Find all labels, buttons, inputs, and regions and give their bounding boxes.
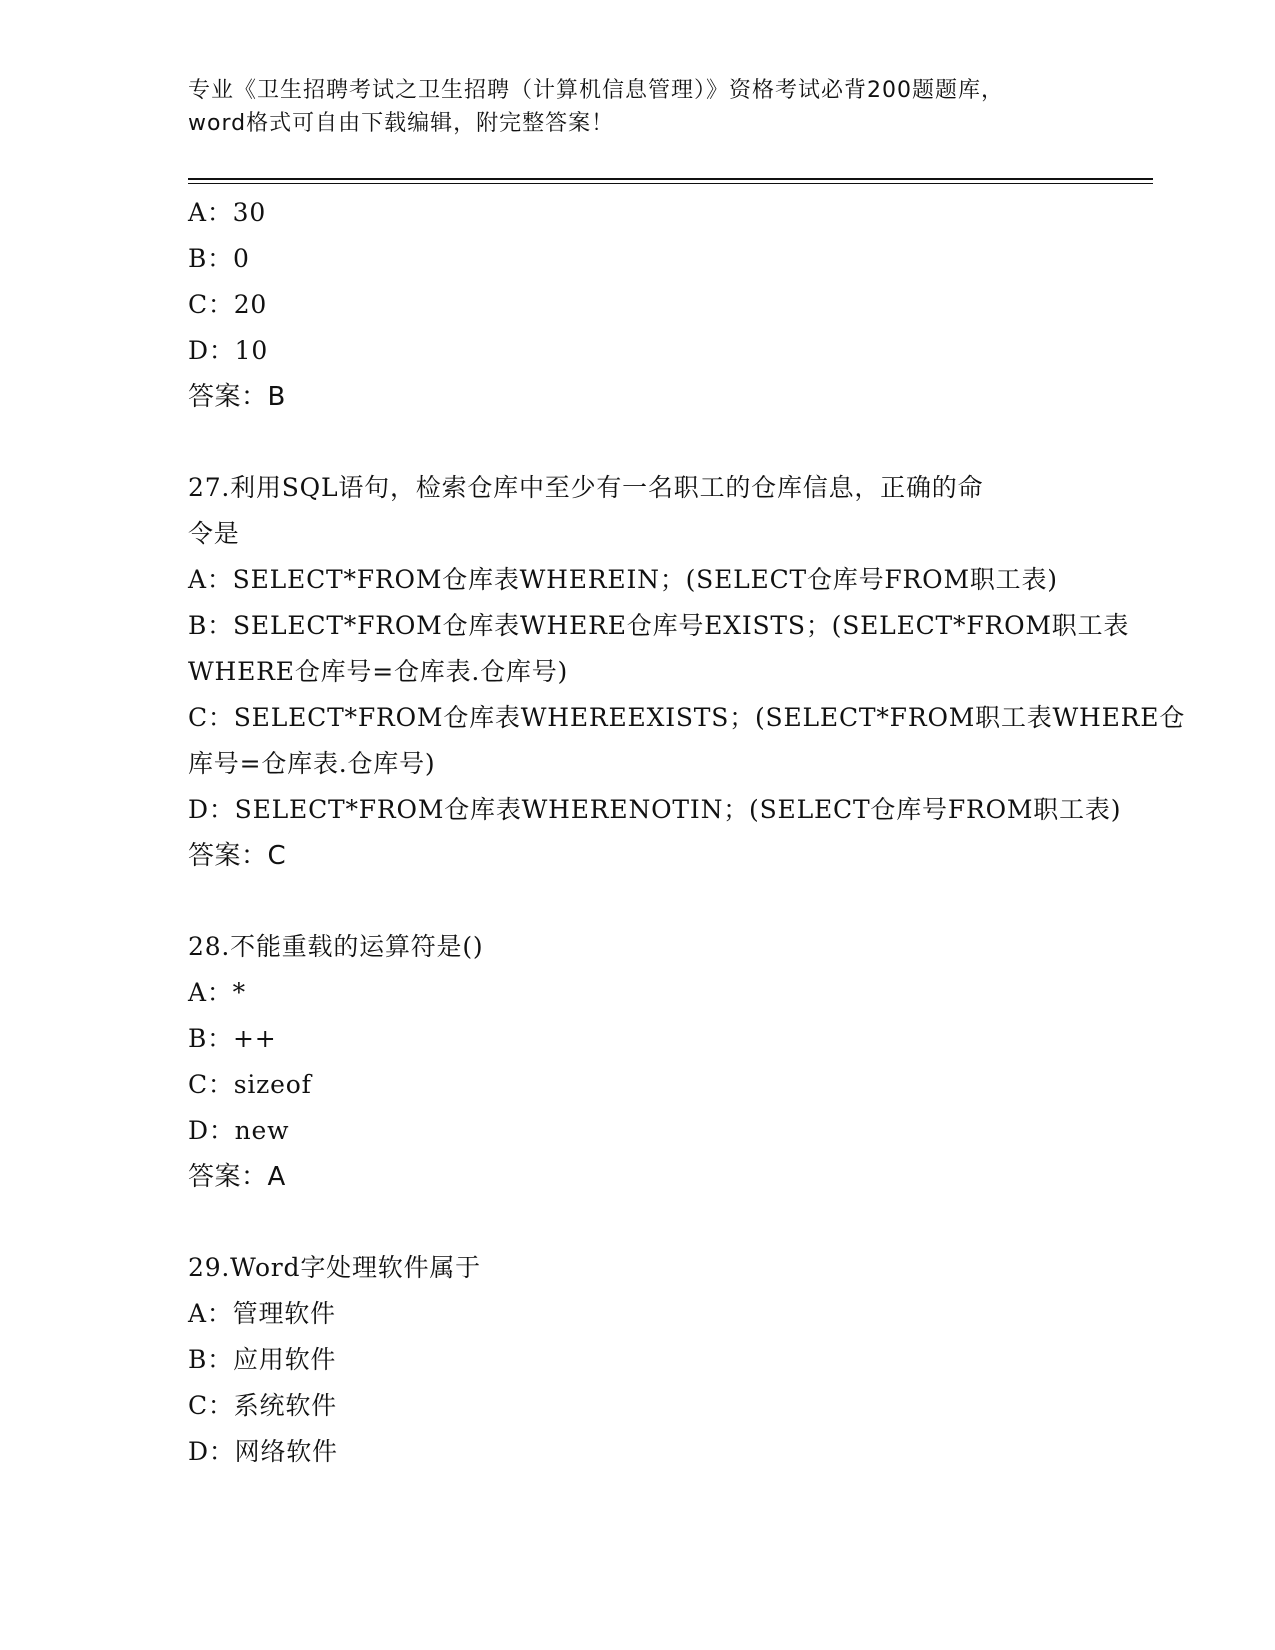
- option-d: D：SELECT*FROM仓库表WHERENOTIN；(SELECT仓库号FROM职工表): [188, 795, 1122, 824]
- question-stem-continued: 令是: [188, 519, 240, 548]
- option-c: C：sizeof: [188, 1070, 312, 1099]
- option-c: C：系统软件: [188, 1391, 337, 1420]
- option-d: D：网络软件: [188, 1437, 338, 1466]
- header-title-line-1: 专业《卫生招聘考试之卫生招聘（计算机信息管理）》资格考试必背200题题库，: [188, 78, 1004, 103]
- question-stem: 28.不能重载的运算符是(): [188, 932, 484, 961]
- answer-line: 答案：C: [188, 841, 287, 871]
- question-stem: 29.Word字处理软件属于: [188, 1253, 481, 1282]
- question-stem: 27.利用SQL语句，检索仓库中至少有一名职工的仓库信息，正确的命: [188, 473, 984, 502]
- question-list: [188, 190, 1186, 1475]
- question-27: [188, 465, 1186, 879]
- header-divider-thin: [188, 183, 1153, 184]
- question-28: [188, 924, 1088, 1200]
- option-b: B：SELECT*FROM仓库表WHERE仓库号EXISTS；(SELECT*FROM职工表: [188, 611, 1130, 640]
- question-spacer: [188, 1200, 1088, 1245]
- option-b-continued: WHERE仓库号=仓库表.仓库号): [188, 657, 569, 686]
- option-a: A：SELECT*FROM仓库表WHEREIN；(SELECT仓库号FROM职工表): [188, 565, 1058, 594]
- option-d: D：new: [188, 1116, 290, 1145]
- question-spacer: [188, 879, 1088, 924]
- option-c: C：20: [188, 290, 268, 319]
- header-divider-thick: [188, 178, 1153, 180]
- option-b: B：应用软件: [188, 1345, 337, 1374]
- answer-line: 答案：A: [188, 1162, 286, 1192]
- header-title-line-2: word格式可自由下载编辑，附完整答案！: [188, 111, 615, 136]
- document-header: [188, 74, 1088, 140]
- answer-line: 答案：B: [188, 382, 286, 412]
- question-29: [188, 1245, 1088, 1475]
- option-a: A：管理软件: [188, 1299, 336, 1328]
- option-d: D：10: [188, 336, 269, 365]
- option-b: B：0: [188, 244, 250, 273]
- option-b: B：++: [188, 1024, 277, 1053]
- option-a: A：30: [188, 198, 267, 227]
- question-spacer: [188, 420, 1088, 465]
- option-a: A：*: [188, 978, 246, 1007]
- question-26-continued: [188, 190, 1088, 420]
- option-c: C：SELECT*FROM仓库表WHEREEXISTS；(SELECT*FROM职工表WHERE仓: [188, 703, 1186, 732]
- option-c-continued: 库号=仓库表.仓库号): [188, 749, 436, 778]
